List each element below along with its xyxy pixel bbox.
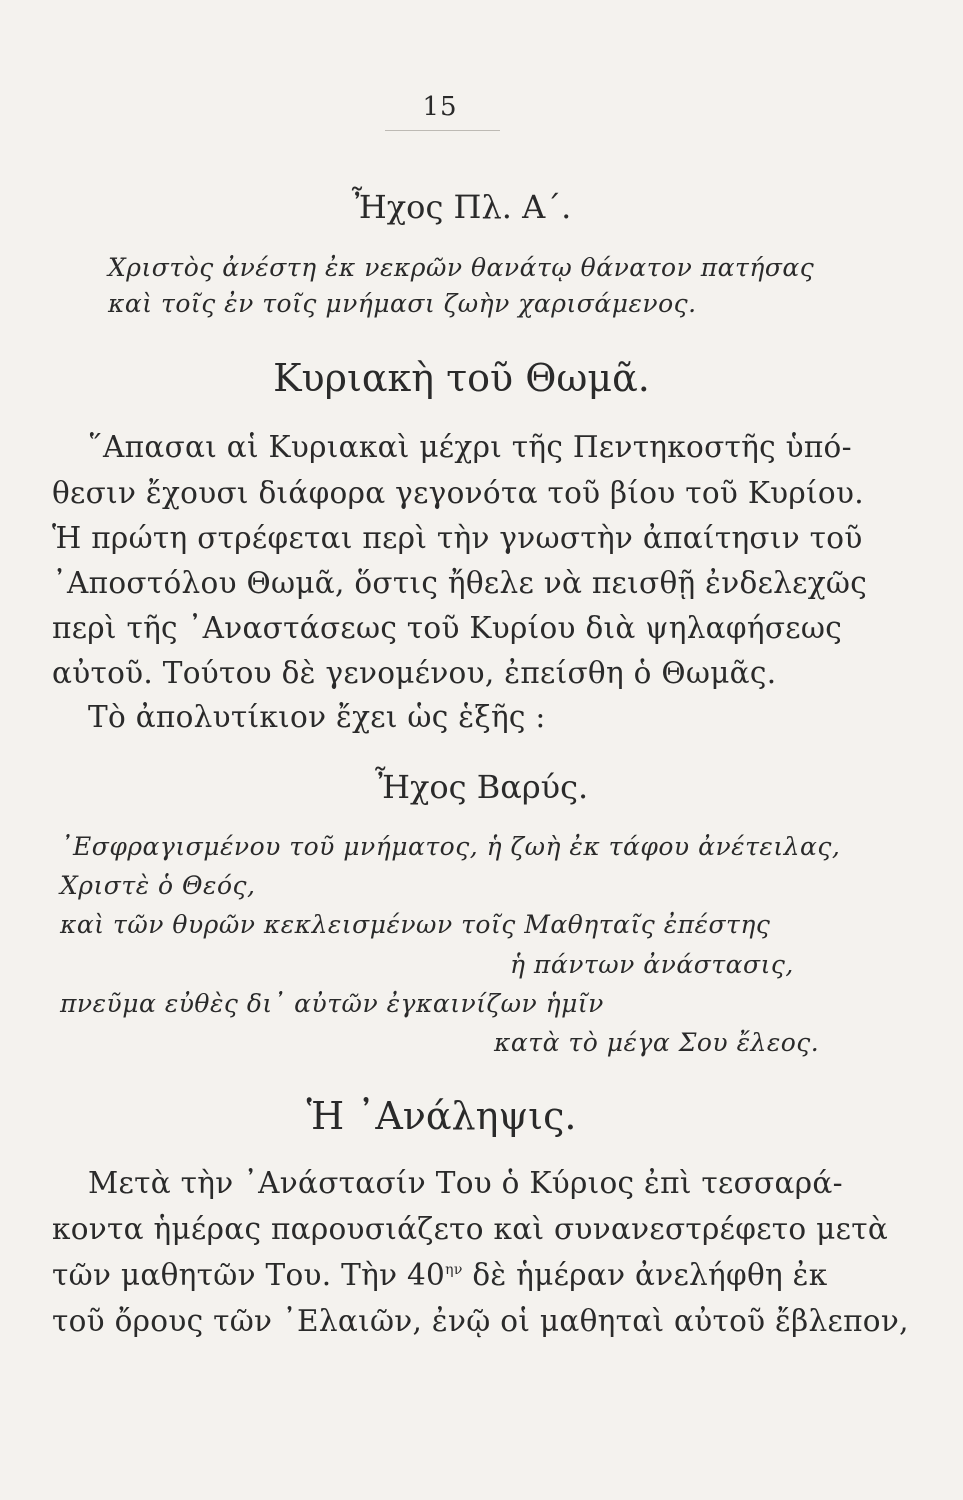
paragraph2-line-1: ῞Απασαι αἱ Κυριακαὶ μέχρι τῆς Πεντηκοστῆς ὑπό- bbox=[88, 430, 852, 464]
paragraph3-line-1: Μετὰ τὴν ᾿Ανάστασίν Του ὁ Κύριος ἐπὶ τεσσαρά- bbox=[88, 1166, 843, 1200]
hymn2-line-2: Χριστὲ ὁ Θεός, bbox=[60, 871, 256, 900]
paragraph3-line-3-rest: δὲ ἡμέραν ἀνελήφθη ἐκ bbox=[472, 1258, 828, 1292]
hymn2-line-4: ἡ πάντων ἀνάστασις, bbox=[510, 950, 794, 979]
paragraph2-line-3: Ἡ πρώτη στρέφεται περὶ τὴν γνωστὴν ἀπαίτησιν τοῦ bbox=[52, 521, 863, 555]
ordinal-superscript: ην bbox=[445, 1262, 463, 1279]
page-number: 15 bbox=[422, 92, 458, 122]
tone-heading-2: Ἦχος Βαρύς. bbox=[374, 768, 589, 806]
hymn2-line-1: ᾿Εσφραγισμένου τοῦ μνήματος, ἡ ζωὴ ἐκ τάφου ἀνέτειλας, bbox=[60, 832, 841, 861]
paragraph2-line-2: θεσιν ἔχουσι διάφορα γεγονότα τοῦ βίου τοῦ Κυρίου. bbox=[52, 476, 864, 510]
paragraph2-line-4: ᾿Αποστόλου Θωμᾶ, ὅστις ἤθελε νὰ πεισθῇ ἐνδελεχῶς bbox=[52, 566, 868, 600]
paragraph3-line-3 bbox=[52, 1258, 828, 1292]
hymn2-line-5: πνεῦμα εὐθὲς δι᾿ αὐτῶν ἐγκαινίζων ἡμῖν bbox=[60, 989, 604, 1018]
paragraph3-line-4: τοῦ ὄρους τῶν ᾿Ελαιῶν, ἐνῷ οἱ μαθηταὶ αὐτοῦ ἔβλεπον, bbox=[52, 1304, 909, 1338]
tone-heading-1: Ἦχος Πλ. Α΄. bbox=[351, 188, 572, 226]
hymn2-line-3: καὶ τῶν θυρῶν κεκλεισμένων τοῖς Μαθηταῖς ἐπέστης bbox=[60, 910, 771, 939]
hymn1-line-2: καὶ τοῖς ἐν τοῖς μνήμασι ζωὴν χαρισάμενος. bbox=[108, 289, 697, 318]
apolytikion-intro: Τὸ ἀπολυτίκιον ἔχει ὡς ἑξῆς : bbox=[88, 700, 546, 734]
header-rule bbox=[385, 130, 500, 131]
section-title-thomas-sunday: Κυριακὴ τοῦ Θωμᾶ. bbox=[273, 356, 650, 400]
paragraph3-line-2: κοντα ἡμέρας παρουσιάζετο καὶ συνανεστρέφετο μετὰ bbox=[52, 1212, 889, 1246]
paragraph2-line-6: αὐτοῦ. Τούτου δὲ γενομένου, ἐπείσθη ὁ Θωμᾶς. bbox=[52, 656, 777, 690]
paragraph3-line-3-text: τῶν μαθητῶν Του. Τὴν 40 bbox=[52, 1258, 446, 1292]
section-title-ascension: Ἡ ᾿Ανάληψις. bbox=[306, 1094, 577, 1138]
hymn2-line-6: κατὰ τὸ μέγα Σου ἔλεος. bbox=[494, 1028, 820, 1057]
paragraph2-line-5: περὶ τῆς ᾿Αναστάσεως τοῦ Κυρίου διὰ ψηλαφήσεως bbox=[52, 611, 843, 645]
hymn1-line-1: Χριστὸς ἀνέστη ἐκ νεκρῶν θανάτῳ θάνατον πατήσας bbox=[108, 253, 815, 282]
